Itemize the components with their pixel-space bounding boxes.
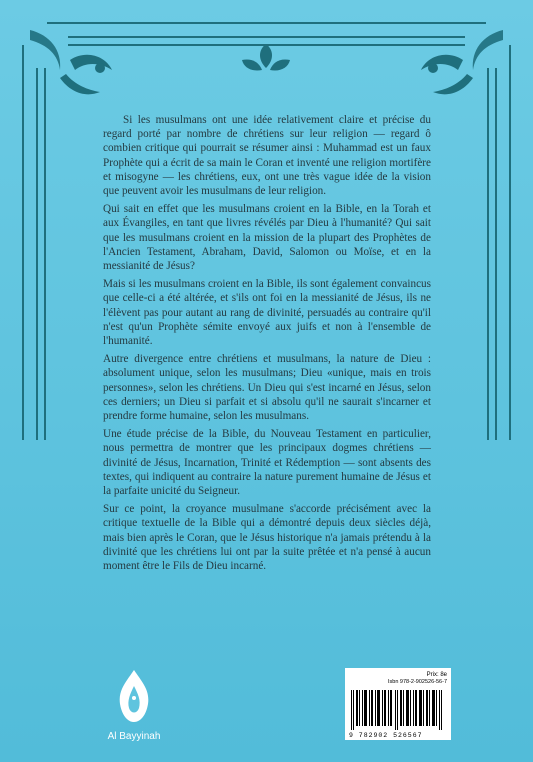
paragraph-4: Autre divergence entre chrétiens et musulmans, la nature de Dieu : absolument unique, selon les musulmans; Dieu «unique, mais en trois personnes», selon les chrétiens. Un Dieu qui s'est incarné en Jésus, selon ces derniers; un Dieu si parfait et si absolu qu'il ne saurait s'incarner et prendre forme humaine, selon les musulmans.	[103, 353, 431, 423]
back-cover-text	[103, 113, 431, 577]
trefoil-ornament	[242, 44, 290, 71]
price-label: Prix: 8e	[426, 672, 447, 678]
paragraph-3: Mais si les musulmans croient en la Bible, ils sont également convaincus que celle-ci a été altérée, et s'ils ont foi en la messianité de Jésus, ils ne l'élèvent pas pour autant au rang de divinité, persuadés au contraire qu'il n'est qu'un Prophète sémite envoyé aux juifs et non à l'ensemble de l'humanité.	[103, 278, 431, 348]
isbn-label: Isbn 978-2-902526-56-7	[387, 679, 447, 685]
paragraph-1: Si les musulmans ont une idée relativement claire et précise du regard porté par nombre de chrétiens sur leur religion — regard ô combien critique qui pourrait se résumer ainsi : Muhammad est un faux Prophète qui a écrit de sa main le Coran et inventé une religion mortifère et misogyne — les chrétiens, eux, ont une très vague idée de la vision que peuvent avoir les musulmans de leur religion.	[103, 114, 431, 198]
publisher-name: Al Bayyinah	[107, 731, 161, 742]
paragraph-6: Sur ce point, la croyance musulmane s'accorde précisément avec la critique textuelle de la Bible qui a démontré depuis deux siècles déjà, mais bien après le Coran, que le Jésus historique n'a jamais prétendu à la divinité que les chrétiens lui ont par la suite prêtée et n'a pensé à aucun moment être le Fils de Dieu incarné.	[103, 503, 431, 573]
paragraph-2: Qui sait en effet que les musulmans croient en la Bible, en la Torah et aux Évangiles, en tant que livres révélés par Dieu à l'humanité? Qui sait que les musulmans croient en la mission de la plupart des Prophètes de l'Ancien Testament, Abraham, David, Salomon ou Moïse, et en la messianité de Jésus?	[103, 203, 431, 273]
publisher-logo	[104, 668, 164, 742]
ean-number: 9 782902 526567	[349, 732, 423, 739]
barcode-panel	[345, 668, 451, 740]
barcode-icon	[351, 690, 445, 730]
paragraph-5: Une étude précise de la Bible, du Nouveau Testament en particulier, nous permettra de montrer que les principaux dogmes chrétiens — divinité de Jésus, Incarnation, Trinité et Rédemption — sont absents des textes, qui indiquent au contraire la nature purement humaine de Jésus et la parfaite unicité du Seigneur.	[103, 428, 431, 498]
flame-logo-icon	[114, 668, 154, 724]
